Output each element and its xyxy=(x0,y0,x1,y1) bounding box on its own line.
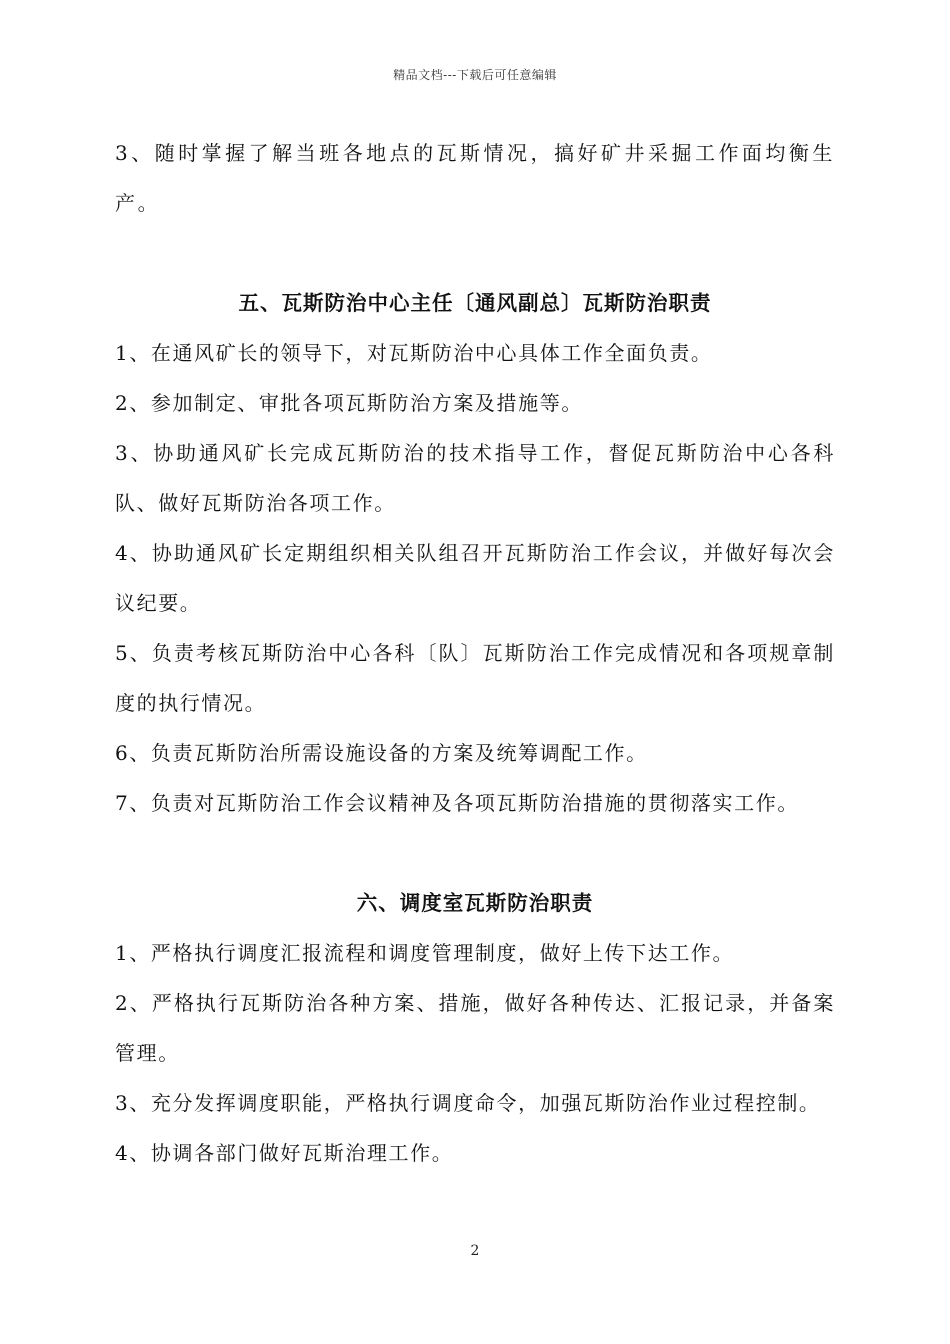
intro-item-3: 3、随时掌握了解当班各地点的瓦斯情况，搞好矿井采掘工作面均衡生产。 xyxy=(115,141,835,215)
page-number: 2 xyxy=(470,1243,480,1259)
section-5-item-7: 7、负责对瓦斯防治工作会议精神及各项瓦斯防治措施的贯彻落实工作。 xyxy=(115,791,799,815)
section-5-item-3: 3、协助通风矿长完成瓦斯防治的技术指导工作，督促瓦斯防治中心各科队、做好瓦斯防治各项工作。 xyxy=(115,441,835,515)
section-6-item-1: 1、严格执行调度汇报流程和调度管理制度，做好上传下达工作。 xyxy=(115,941,735,965)
section-6-item-3: 3、充分发挥调度职能，严格执行调度命令，加强瓦斯防治作业过程控制。 xyxy=(115,1091,821,1115)
section-5-item-1: 1、在通风矿长的领导下，对瓦斯防治中心具体工作全面负责。 xyxy=(115,341,713,365)
section-6-title: 六、调度室瓦斯防治职责 xyxy=(356,891,594,915)
page-header: 精品文档---下载后可任意编辑 xyxy=(393,68,557,82)
document-body xyxy=(115,128,835,1178)
section-5-title: 五、瓦斯防治中心主任〔通风副总〕瓦斯防治职责 xyxy=(238,291,712,315)
section-5-item-6: 6、负责瓦斯防治所需设施设备的方案及统筹调配工作。 xyxy=(115,741,648,765)
section-5-item-2: 2、参加制定、审批各项瓦斯防治方案及措施等。 xyxy=(115,391,583,415)
section-6-item-4: 4、协调各部门做好瓦斯治理工作。 xyxy=(115,1141,454,1165)
section-5-item-4: 4、协助通风矿长定期组织相关队组召开瓦斯防治工作会议，并做好每次会议纪要。 xyxy=(115,541,835,615)
section-6-item-2: 2、严格执行瓦斯防治各种方案、措施，做好各种传达、汇报记录，并备案管理。 xyxy=(115,991,835,1065)
section-5-item-5: 5、负责考核瓦斯防治中心各科〔队〕瓦斯防治工作完成情况和各项规章制度的执行情况。 xyxy=(115,641,835,715)
